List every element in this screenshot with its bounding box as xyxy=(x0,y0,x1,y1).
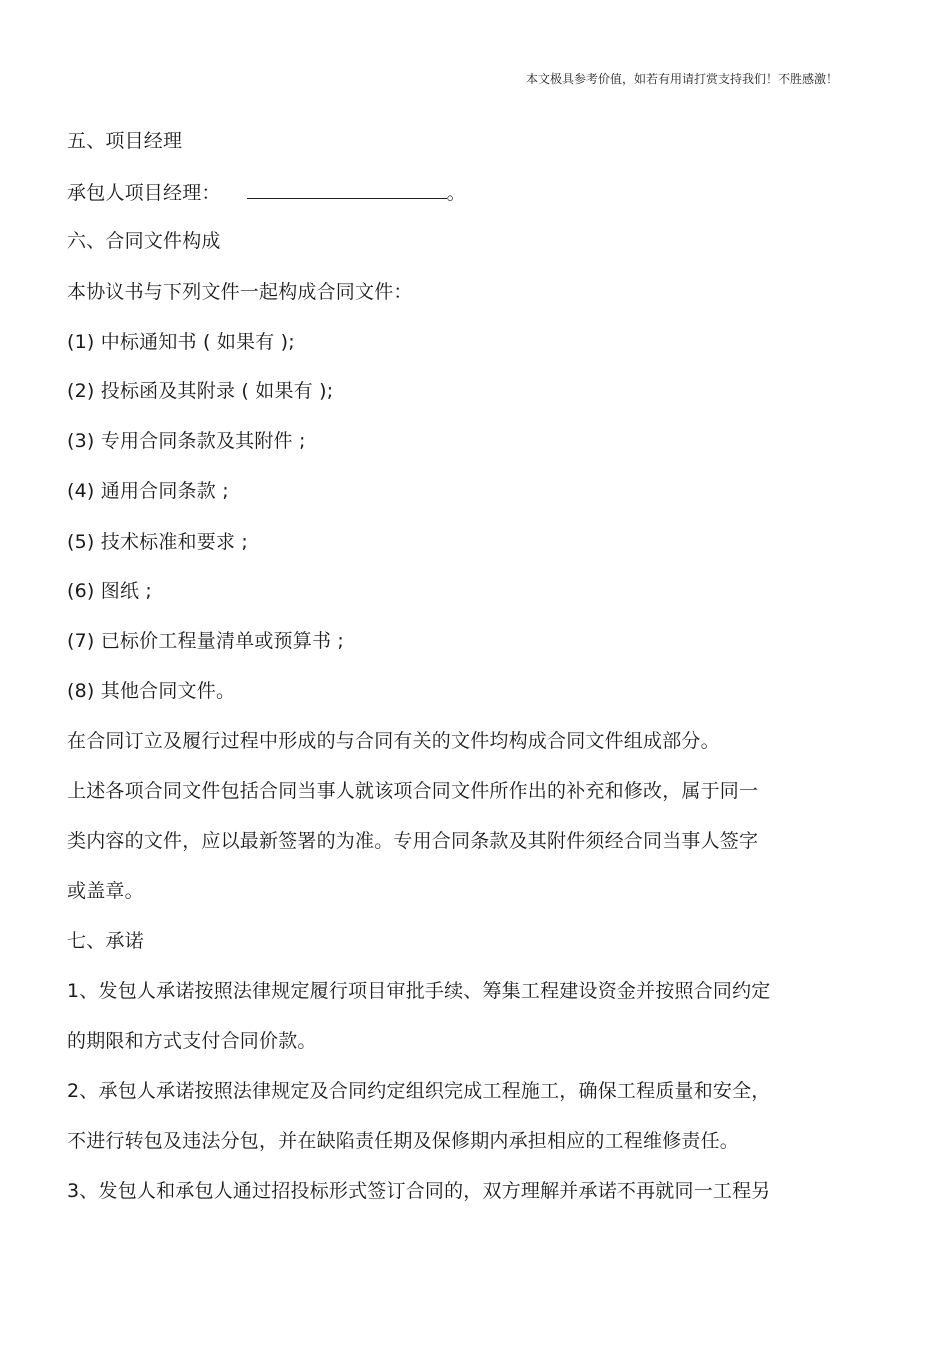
section-heading-6: 六、合同文件构成 xyxy=(67,230,221,252)
promise-line: 2、承包人承诺按照法律规定及合同约定组织完成工程施工，确保工程质量和安全， xyxy=(67,1080,771,1102)
paragraph: 在合同订立及履行过程中形成的与合同有关的文件均构成合同文件组成部分。 xyxy=(67,730,720,752)
paragraph-line: 或盖章。 xyxy=(67,880,144,902)
document-item: (2) 投标函及其附录 ( 如果有 ); xyxy=(67,380,334,402)
document-item: (6) 图纸 ; xyxy=(67,580,152,602)
document-item: (8) 其他合同文件。 xyxy=(67,680,236,702)
promise-line: 3、发包人和承包人通过招投标形式签订合同的，双方理解并承诺不再就同一工程另 xyxy=(67,1180,771,1202)
document-item: (7) 已标价工程量清单或预算书 ; xyxy=(67,630,344,652)
section-heading-7: 七、承诺 xyxy=(67,930,144,952)
promise-line: 的期限和方式支付合同价款。 xyxy=(67,1030,317,1052)
promise-line: 不进行转包及违法分包，并在缺陷责任期及保修期内承担相应的工程维修责任。 xyxy=(67,1130,740,1152)
section-heading-5: 五、项目经理 xyxy=(67,130,183,152)
paragraph-line: 类内容的文件，应以最新签署的为准。专用合同条款及其附件须经合同当事人签字 xyxy=(67,830,759,852)
paragraph-line: 上述各项合同文件包括合同当事人就该项合同文件所作出的补充和修改，属于同一 xyxy=(67,780,759,802)
project-manager-end: 。 xyxy=(446,182,466,204)
document-item: (4) 通用合同条款 ; xyxy=(67,480,229,502)
document-item: (3) 专用合同条款及其附件 ; xyxy=(67,430,306,452)
document-item: (1) 中标通知书 ( 如果有 ); xyxy=(67,331,295,353)
header-note: 本文极具参考价值，如若有用请打赏支持我们！不胜感激！ xyxy=(525,72,838,86)
promise-line: 1、发包人承诺按照法律规定履行项目审批手续、筹集工程建设资金并按照合同约定 xyxy=(67,980,771,1002)
project-manager-blank xyxy=(247,180,447,199)
documents-intro: 本协议书与下列文件一起构成合同文件： xyxy=(67,281,413,303)
project-manager-label: 承包人项目经理： xyxy=(67,182,221,204)
project-manager-row xyxy=(67,180,466,205)
document-item: (5) 技术标准和要求 ; xyxy=(67,531,248,553)
